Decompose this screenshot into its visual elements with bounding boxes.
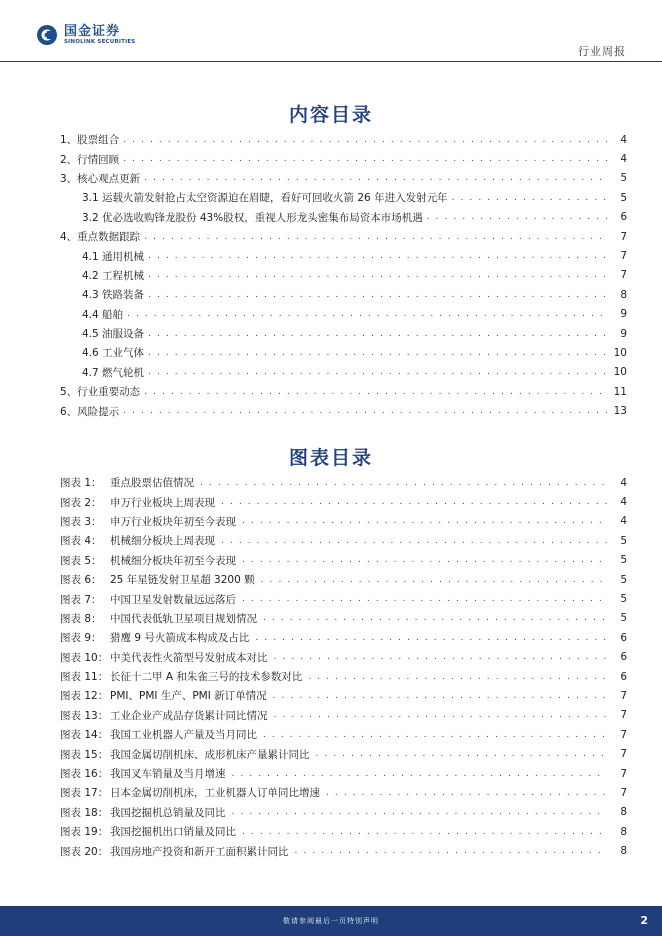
- figure-number: 图表 7：: [60, 593, 102, 606]
- toc-entry-label: 4.5 油服设备: [82, 328, 145, 341]
- toc-entry-page: 4: [620, 133, 627, 146]
- figure-entry[interactable]: [60, 589, 627, 608]
- toc-entry-page: 7: [620, 230, 627, 243]
- dot-leader: [308, 672, 607, 682]
- figure-entry[interactable]: [60, 744, 627, 763]
- toc-entry[interactable]: [60, 169, 627, 188]
- figure-number: 图表 10：: [60, 651, 109, 664]
- figure-page: 4: [620, 496, 627, 509]
- figure-title: 中国代表低轨卫星项目规划情况: [110, 612, 257, 625]
- toc-entry[interactable]: [60, 188, 627, 207]
- figure-title: 我国工业机器人产量及当月同比: [110, 729, 257, 742]
- dot-leader: [127, 309, 607, 319]
- figure-title: 我国金属切削机床、成形机床产量累计同比: [110, 748, 310, 761]
- figure-number: 图表 14：: [60, 729, 109, 742]
- toc-entry[interactable]: [60, 382, 627, 401]
- dot-leader: [232, 769, 608, 779]
- figure-title: 重点股票估值情况: [110, 477, 194, 490]
- page-footer: [0, 906, 662, 936]
- toc-entry-label: 4.3 铁路装备: [82, 289, 145, 302]
- figure-number: 图表 18：: [60, 806, 109, 819]
- figure-entry[interactable]: [60, 570, 627, 589]
- dot-leader: [255, 633, 607, 643]
- dot-leader: [242, 594, 607, 604]
- table-of-contents: [60, 130, 627, 421]
- figure-entry[interactable]: [60, 512, 627, 531]
- toc-entry-label: 1、股票组合: [60, 134, 120, 147]
- dot-leader: [221, 536, 607, 546]
- dot-leader: [242, 516, 607, 526]
- figure-number: 图表 6：: [60, 574, 102, 587]
- figure-entry[interactable]: [60, 822, 627, 841]
- toc-entry[interactable]: [60, 401, 627, 420]
- dot-leader: [274, 710, 608, 720]
- toc-entry[interactable]: [60, 285, 627, 304]
- dot-leader: [144, 173, 607, 183]
- figures-list: [60, 473, 627, 861]
- figure-entry[interactable]: [60, 706, 627, 725]
- toc-entry-label: 4.4 船舶: [82, 308, 124, 321]
- figure-number: 图表 16：: [60, 768, 109, 781]
- dot-leader: [148, 270, 607, 280]
- figure-page: 7: [620, 786, 627, 799]
- toc-entry-page: 10: [613, 366, 627, 379]
- figure-title: 25 年星链发射卫星超 3200 颗: [110, 574, 255, 587]
- dot-leader: [263, 613, 607, 623]
- toc-entry[interactable]: [60, 266, 627, 285]
- dot-leader: [123, 406, 607, 416]
- figure-entry[interactable]: [60, 473, 627, 492]
- logo-english-name: SINOLINK SECURITIES: [64, 38, 136, 45]
- figure-number: 图表 9：: [60, 632, 102, 645]
- toc-entry-page: 6: [620, 211, 627, 224]
- figure-page: 6: [620, 631, 627, 644]
- toc-entry-page: 5: [620, 172, 627, 185]
- figure-title: 工业企业产成品存货累计同比情况: [110, 709, 268, 722]
- toc-entry[interactable]: [60, 363, 627, 382]
- figure-entry[interactable]: [60, 667, 627, 686]
- dot-leader: [242, 827, 607, 837]
- toc-entry[interactable]: [60, 130, 627, 149]
- toc-entry-label: 6、风险提示: [60, 405, 120, 418]
- page-header: [0, 0, 662, 62]
- figure-number: 图表 2：: [60, 496, 102, 509]
- dot-leader: [316, 749, 608, 759]
- figure-page: 7: [620, 748, 627, 761]
- figure-entry[interactable]: [60, 841, 627, 860]
- figure-entry[interactable]: [60, 783, 627, 802]
- figure-title: 我国房地产投资和新开工面积累计同比: [110, 845, 289, 858]
- footer-disclaimer: 敬请参阅最后一页特别声明: [283, 917, 379, 925]
- dot-leader: [200, 478, 607, 488]
- figure-page: 5: [620, 534, 627, 547]
- dot-leader: [148, 290, 607, 300]
- figure-title: 猎鹰 9 号火箭成本构成及占比: [110, 632, 250, 645]
- figure-entry[interactable]: [60, 725, 627, 744]
- figure-title: 我国叉车销量及当月增速: [110, 768, 226, 781]
- toc-entry-page: 11: [613, 385, 627, 398]
- toc-title: 内容目录: [288, 104, 373, 126]
- toc-entry-page: 4: [620, 153, 627, 166]
- figure-title: 我国挖掘机出口销量及同比: [110, 826, 236, 839]
- figure-title: PMI、PMI 生产、PMI 新订单情况: [110, 690, 267, 703]
- figure-title: 我国挖掘机总销量及同比: [110, 806, 226, 819]
- figure-number: 图表 5：: [60, 554, 102, 567]
- figure-entry[interactable]: [60, 551, 627, 570]
- dot-leader: [295, 846, 608, 856]
- figure-entry[interactable]: [60, 628, 627, 647]
- figure-entry[interactable]: [60, 531, 627, 550]
- figure-title: 机械细分板块上周表现: [110, 535, 215, 548]
- figure-page: 5: [620, 554, 627, 567]
- figure-page: 4: [620, 515, 627, 528]
- toc-entry[interactable]: [60, 343, 627, 362]
- figure-entry[interactable]: [60, 492, 627, 511]
- figure-number: 图表 1：: [60, 477, 102, 490]
- dot-leader: [242, 555, 607, 565]
- figure-title: 长征十二甲 A 和朱雀三号的技术参数对比: [110, 671, 303, 684]
- toc-entry-page: 9: [620, 327, 627, 340]
- figure-page: 6: [620, 670, 627, 683]
- figure-page: 5: [620, 612, 627, 625]
- figure-page: 7: [620, 709, 627, 722]
- figure-page: 8: [620, 845, 627, 858]
- dot-leader: [221, 497, 607, 507]
- toc-entry-page: 8: [620, 288, 627, 301]
- toc-entry[interactable]: [60, 149, 627, 168]
- figure-number: 图表 12：: [60, 690, 109, 703]
- toc-entry[interactable]: [60, 246, 627, 265]
- toc-entry-label: 4.7 燃气轮机: [82, 366, 145, 379]
- toc-entry-label: 3、核心观点更新: [60, 172, 141, 185]
- figures-toc-title: 图表目录: [288, 447, 373, 469]
- figure-title: 申万行业板块年初至今表现: [110, 515, 236, 528]
- figure-page: 7: [620, 728, 627, 741]
- dot-leader: [452, 193, 607, 203]
- report-type-label: 行业周报: [578, 45, 626, 58]
- figure-number: 图表 11：: [60, 671, 109, 684]
- toc-entry-label: 3.2 优必选收购锋龙股份 43%股权，重视人形龙头密集布局资本市场机遇: [82, 211, 423, 224]
- dot-leader: [427, 212, 607, 222]
- dot-leader: [263, 730, 607, 740]
- toc-entry-page: 9: [620, 308, 627, 321]
- toc-entry-label: 4、重点数据跟踪: [60, 231, 141, 244]
- figure-title: 机械细分板块年初至今表现: [110, 554, 236, 567]
- toc-entry-page: 10: [613, 346, 627, 359]
- dot-leader: [232, 807, 608, 817]
- figure-page: 8: [620, 806, 627, 819]
- figure-title: 申万行业板块上周表现: [110, 496, 215, 509]
- figure-page: 5: [620, 573, 627, 586]
- figure-number: 图表 19：: [60, 826, 109, 839]
- figure-page: 7: [620, 767, 627, 780]
- header-divider: [0, 61, 662, 62]
- figure-number: 图表 4：: [60, 535, 102, 548]
- dot-leader: [144, 232, 607, 242]
- dot-leader: [326, 788, 607, 798]
- dot-leader: [261, 575, 607, 585]
- figure-number: 图表 17：: [60, 787, 109, 800]
- toc-entry-label: 2、行情回顾: [60, 153, 120, 166]
- dot-leader: [144, 387, 607, 397]
- dot-leader: [148, 251, 607, 261]
- toc-entry-label: 5、行业重要动态: [60, 386, 141, 399]
- toc-entry[interactable]: [60, 208, 627, 227]
- figure-entry[interactable]: [60, 803, 627, 822]
- figure-entry[interactable]: [60, 764, 627, 783]
- dot-leader: [123, 135, 607, 145]
- toc-entry-page: 7: [620, 250, 627, 263]
- page-number: 2: [640, 914, 648, 927]
- dot-leader: [273, 691, 607, 701]
- sinolink-logo-icon: [36, 24, 58, 46]
- toc-entry[interactable]: [60, 227, 627, 246]
- toc-entry[interactable]: [60, 324, 627, 343]
- dot-leader: [123, 154, 607, 164]
- toc-entry-label: 3.1 运载火箭发射抢占太空资源迫在眉睫，看好可回收火箭 26 年进入发射元年: [82, 192, 448, 205]
- figure-page: 5: [620, 593, 627, 606]
- figure-title: 中国卫星发射数量远远落后: [110, 593, 236, 606]
- figure-entry[interactable]: [60, 648, 627, 667]
- toc-entry-label: 4.1 通用机械: [82, 250, 145, 263]
- logo-chinese-name: 国金证券: [64, 23, 121, 39]
- figure-number: 图表 13：: [60, 709, 109, 722]
- figure-number: 图表 3：: [60, 515, 102, 528]
- figure-number: 图表 15：: [60, 748, 109, 761]
- toc-entry-label: 4.2 工程机械: [82, 269, 145, 282]
- dot-leader: [148, 329, 607, 339]
- toc-entry[interactable]: [60, 305, 627, 324]
- figure-entry[interactable]: [60, 609, 627, 628]
- toc-entry-page: 13: [613, 405, 627, 418]
- toc-entry-label: 4.6 工业气体: [82, 347, 145, 360]
- figure-page: 7: [620, 689, 627, 702]
- figure-title: 日本金属切削机床，工业机器人订单同比增速: [110, 787, 320, 800]
- toc-entry-page: 7: [620, 269, 627, 282]
- dot-leader: [148, 367, 607, 377]
- figure-entry[interactable]: [60, 686, 627, 705]
- dot-leader: [148, 348, 607, 358]
- company-logo: [36, 24, 135, 46]
- figure-page: 4: [620, 476, 627, 489]
- figure-title: 中美代表性火箭型号发射成本对比: [110, 651, 268, 664]
- figure-number: 图表 8：: [60, 612, 102, 625]
- figure-page: 8: [620, 825, 627, 838]
- figure-page: 6: [620, 651, 627, 664]
- figure-number: 图表 20：: [60, 845, 109, 858]
- dot-leader: [274, 652, 608, 662]
- toc-entry-page: 5: [620, 191, 627, 204]
